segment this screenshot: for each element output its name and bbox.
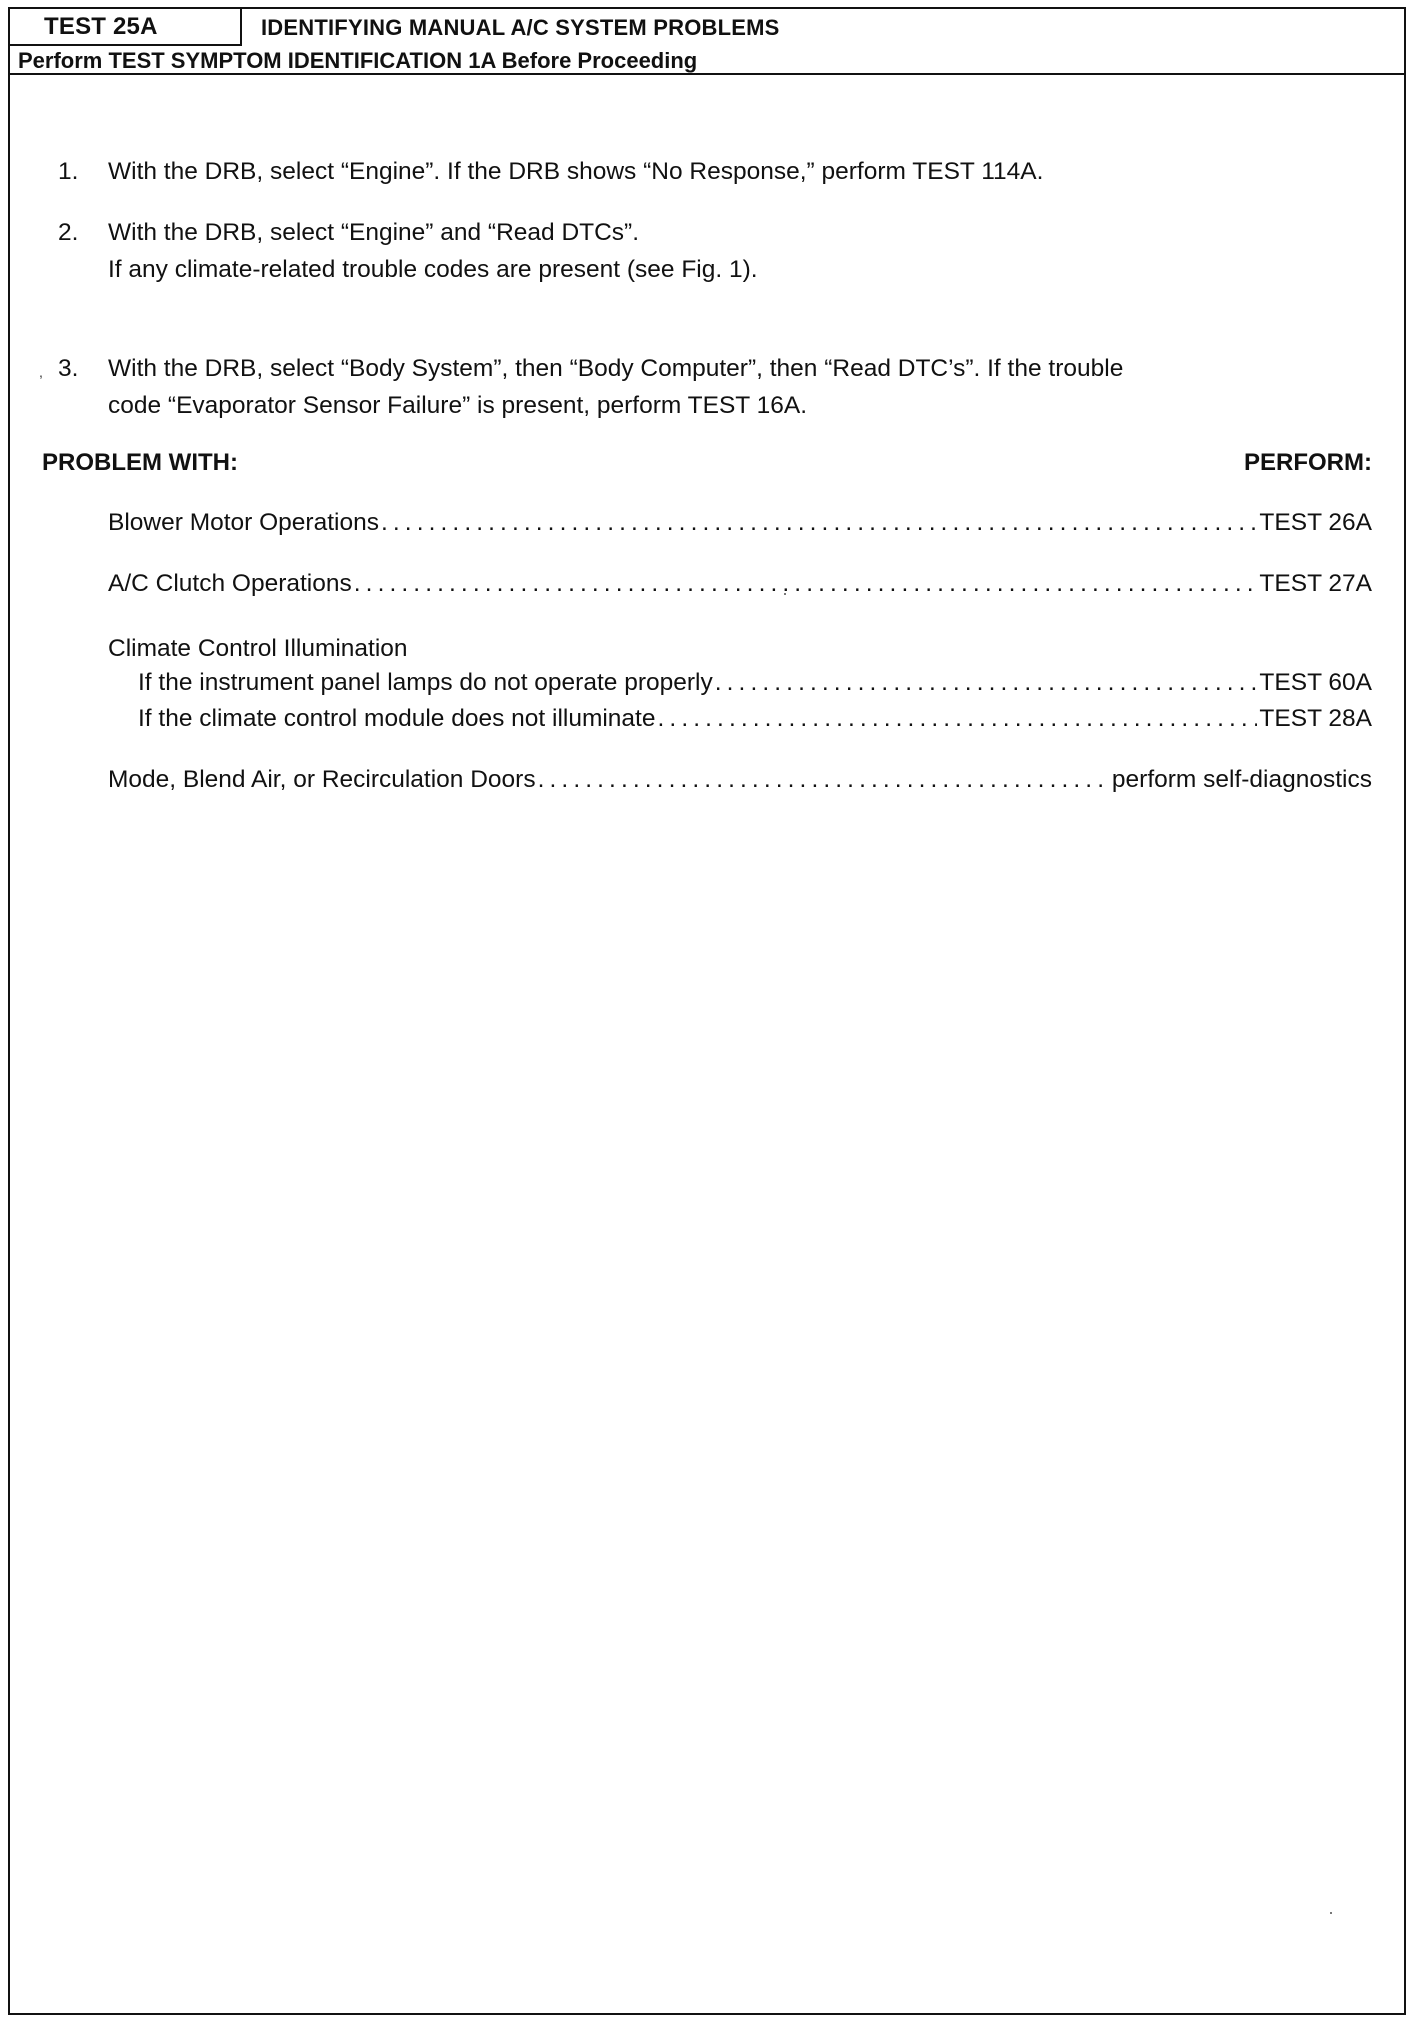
perform-value: perform self-diagnostics — [1111, 766, 1372, 793]
leader-dots — [381, 506, 1257, 540]
table-row — [108, 567, 1372, 601]
scan-speck — [1330, 1912, 1332, 1914]
leader-dots — [538, 763, 1110, 797]
step-text: With the DRB, select “Engine” and “Read DTCs”. — [108, 219, 640, 246]
problem-label: If the instrument panel lamps do not operate properly — [138, 669, 713, 696]
perform-value: TEST 27A — [1259, 570, 1372, 597]
test-number: TEST 25A — [10, 9, 242, 46]
step-number: 1. — [58, 158, 79, 185]
scan-speck — [784, 593, 786, 595]
test-header — [10, 9, 1404, 75]
step-text: If any climate-related trouble codes are present (see Fig. 1). — [108, 256, 758, 283]
leader-dots — [715, 666, 1258, 700]
test-subheader: Perform TEST SYMPTOM IDENTIFICATION 1A Before Proceeding — [18, 48, 698, 73]
leader-dots — [354, 567, 1258, 601]
handwritten-mark: , — [39, 364, 43, 380]
perform-value: TEST 60A — [1259, 669, 1372, 696]
problem-label: A/C Clutch Operations — [108, 570, 352, 597]
table-row — [138, 666, 1372, 700]
step-text: code “Evaporator Sensor Failure” is present, perform TEST 16A. — [108, 392, 808, 419]
leader-dots — [658, 702, 1258, 736]
step-text: With the DRB, select “Body System”, then “Body Computer”, then “Read DTC’s”. If the trouble — [108, 355, 1124, 382]
page-frame — [8, 7, 1406, 2015]
problem-with-heading: PROBLEM WITH: — [42, 449, 238, 476]
table-row — [108, 763, 1372, 797]
table-header — [42, 446, 1372, 480]
problem-label: Mode, Blend Air, or Recirculation Doors — [108, 766, 536, 793]
problem-label: Blower Motor Operations — [108, 509, 379, 536]
perform-value: TEST 28A — [1259, 705, 1372, 732]
perform-heading: PERFORM: — [1244, 449, 1372, 476]
step-text: With the DRB, select “Engine”. If the DRB shows “No Response,” perform TEST 114A. — [108, 158, 1044, 185]
test-title: IDENTIFYING MANUAL A/C SYSTEM PROBLEMS — [261, 15, 780, 40]
step-number: 3. — [58, 355, 79, 382]
problem-label: If the climate control module does not illuminate — [138, 705, 656, 732]
group-title: Climate Control Illumination — [108, 635, 408, 662]
table-row — [138, 702, 1372, 736]
step-number: 2. — [58, 219, 79, 246]
table-row — [108, 506, 1372, 540]
perform-value: TEST 26A — [1259, 509, 1372, 536]
